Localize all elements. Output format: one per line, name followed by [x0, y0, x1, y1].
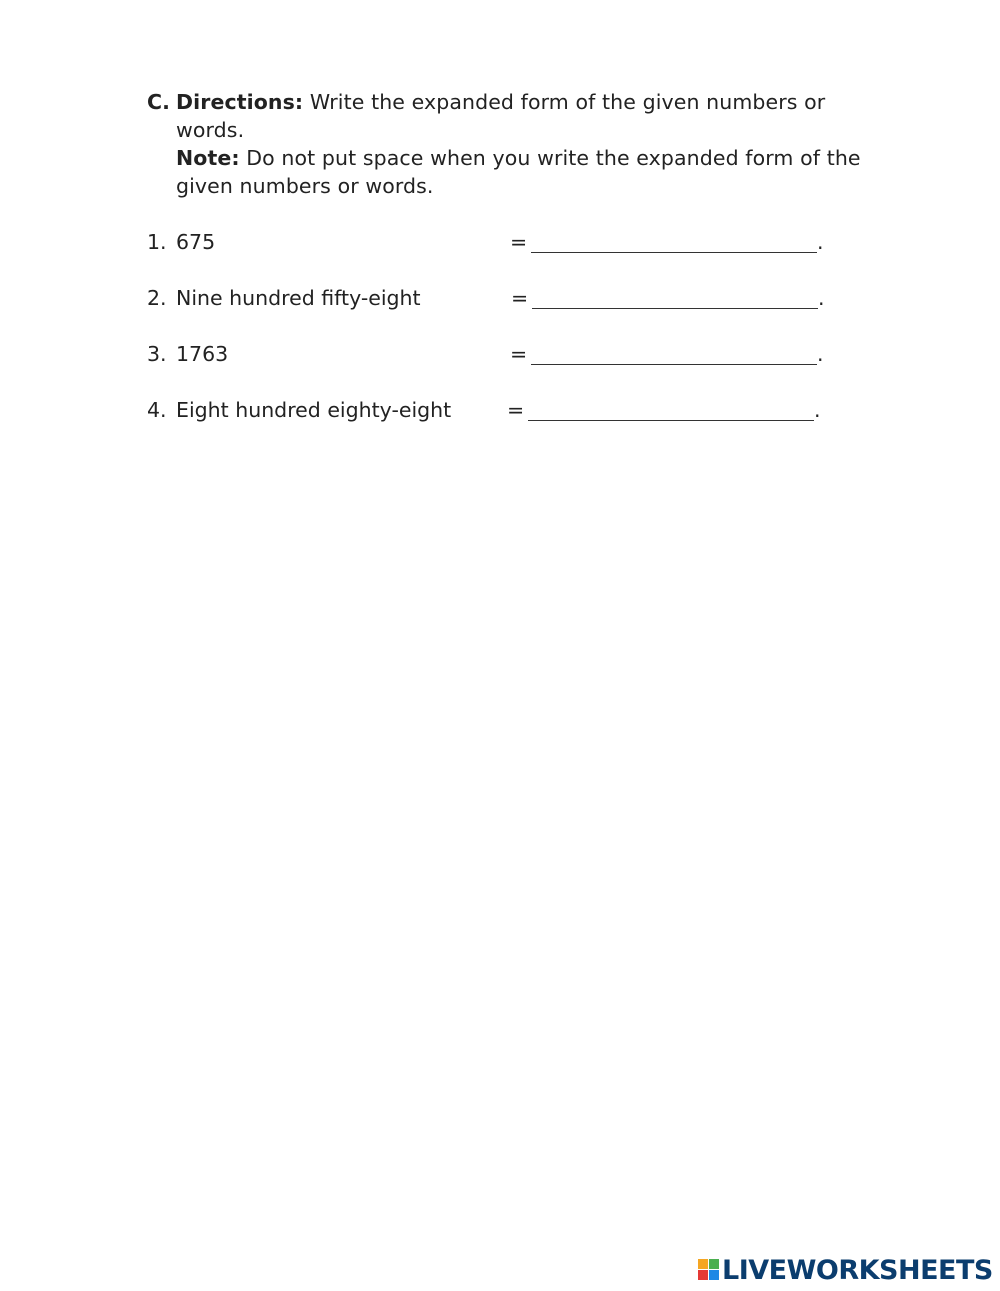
question-2: [147, 284, 867, 312]
answer-line: [531, 252, 817, 253]
logo-text: LIVEWORKSHEETS: [722, 1254, 993, 1286]
answer-input-1[interactable]: [531, 228, 825, 252]
question-number: 3.: [147, 342, 167, 366]
equals-sign: =: [510, 342, 528, 366]
question-prompt: 1763: [176, 342, 229, 366]
note-label: Note:: [176, 146, 240, 170]
equals-sign: =: [510, 230, 528, 254]
question-3: [147, 340, 867, 368]
equals-sign: =: [507, 398, 525, 422]
answer-input-2[interactable]: [532, 284, 826, 308]
directions-paragraph: [147, 88, 887, 144]
question-prompt: Eight hundred eighty-eight: [176, 398, 452, 422]
logo-blocks-icon: [698, 1259, 720, 1281]
end-period: .: [817, 230, 824, 254]
question-number: 2.: [147, 286, 167, 310]
question-1: [147, 228, 867, 256]
end-period: .: [818, 286, 825, 310]
end-period: .: [817, 342, 824, 366]
liveworksheets-logo: [698, 1255, 993, 1285]
question-4: [147, 396, 867, 424]
answer-line: [531, 364, 817, 365]
question-prompt: 675: [176, 230, 216, 254]
question-prompt: Nine hundred fifty-eight: [176, 286, 421, 310]
answer-input-3[interactable]: [531, 340, 825, 364]
answer-line: [528, 420, 814, 421]
note-text: Do not put space when you write the expanded form of the given numbers or words.: [176, 146, 861, 198]
answer-line: [532, 308, 818, 309]
question-number: 1.: [147, 230, 167, 254]
question-number: 4.: [147, 398, 167, 422]
section-letter: C.: [147, 90, 171, 114]
note-paragraph: [147, 144, 887, 200]
directions-label: Directions:: [176, 90, 304, 114]
end-period: .: [814, 398, 821, 422]
directions-text: Write the expanded form of the given numbers or words.: [176, 90, 826, 142]
answer-input-4[interactable]: [528, 396, 822, 420]
directions-block: [147, 88, 887, 200]
equals-sign: =: [511, 286, 529, 310]
